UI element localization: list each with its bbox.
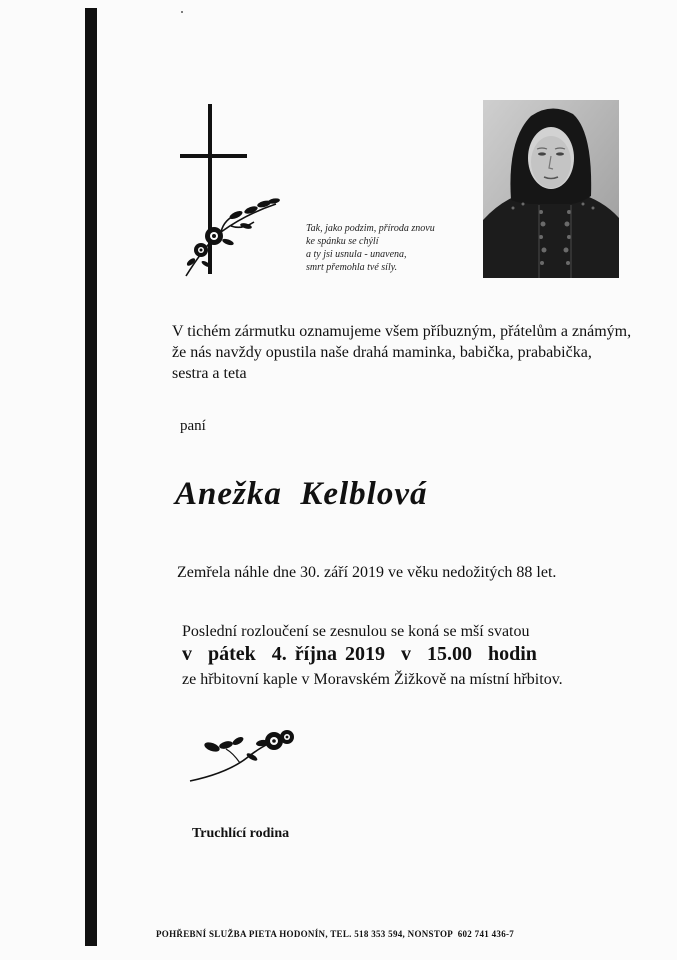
decorative-dot — [181, 11, 183, 13]
farewell-datetime: v pátek 4. října 2019 v 15.00 hodin — [182, 643, 537, 665]
footer-funeral-service: POHŘEBNÍ SLUŽBA PIETA HODONÍN, TEL. 518 353 594, NONSTOP 602 741 436-7 — [156, 929, 515, 939]
rose-icon — [188, 727, 304, 790]
announcement-text — [172, 321, 631, 384]
farewell-intro: Poslední rozloučení se zesnulou se koná se mší svatou — [182, 623, 530, 640]
farewell-place: ze hřbitovní kaple v Moravském Žižkově na místní hřbitov. — [182, 671, 563, 688]
portrait-photo — [483, 100, 619, 278]
poem-line: smrt přemohla tvé síly. — [306, 262, 398, 273]
announcement-line: V tichém zármutku oznamujeme všem příbuzným, přátelům a známým, — [172, 323, 632, 340]
poem-line: Tak, jako podzim, příroda znovu — [306, 223, 435, 234]
poem-line: a ty jsi usnula - unavena, — [306, 249, 407, 260]
signature: Truchlící rodina — [192, 826, 290, 841]
deceased-name: Anežka Kelblová — [175, 476, 428, 512]
death-notice: Zemřela náhle dne 30. září 2019 ve věku nedožitých 88 let. — [177, 564, 557, 581]
poem — [306, 222, 435, 274]
mourning-bar — [85, 8, 97, 946]
announcement-line: že nás navždy opustila naše drahá maminka, babička, prababička, — [172, 344, 592, 361]
poem-line: ke spánku se chýlí — [306, 236, 379, 247]
salutation: paní — [180, 418, 206, 434]
cross-with-flowers-icon — [176, 104, 286, 287]
announcement-line: sestra a teta — [172, 365, 247, 382]
